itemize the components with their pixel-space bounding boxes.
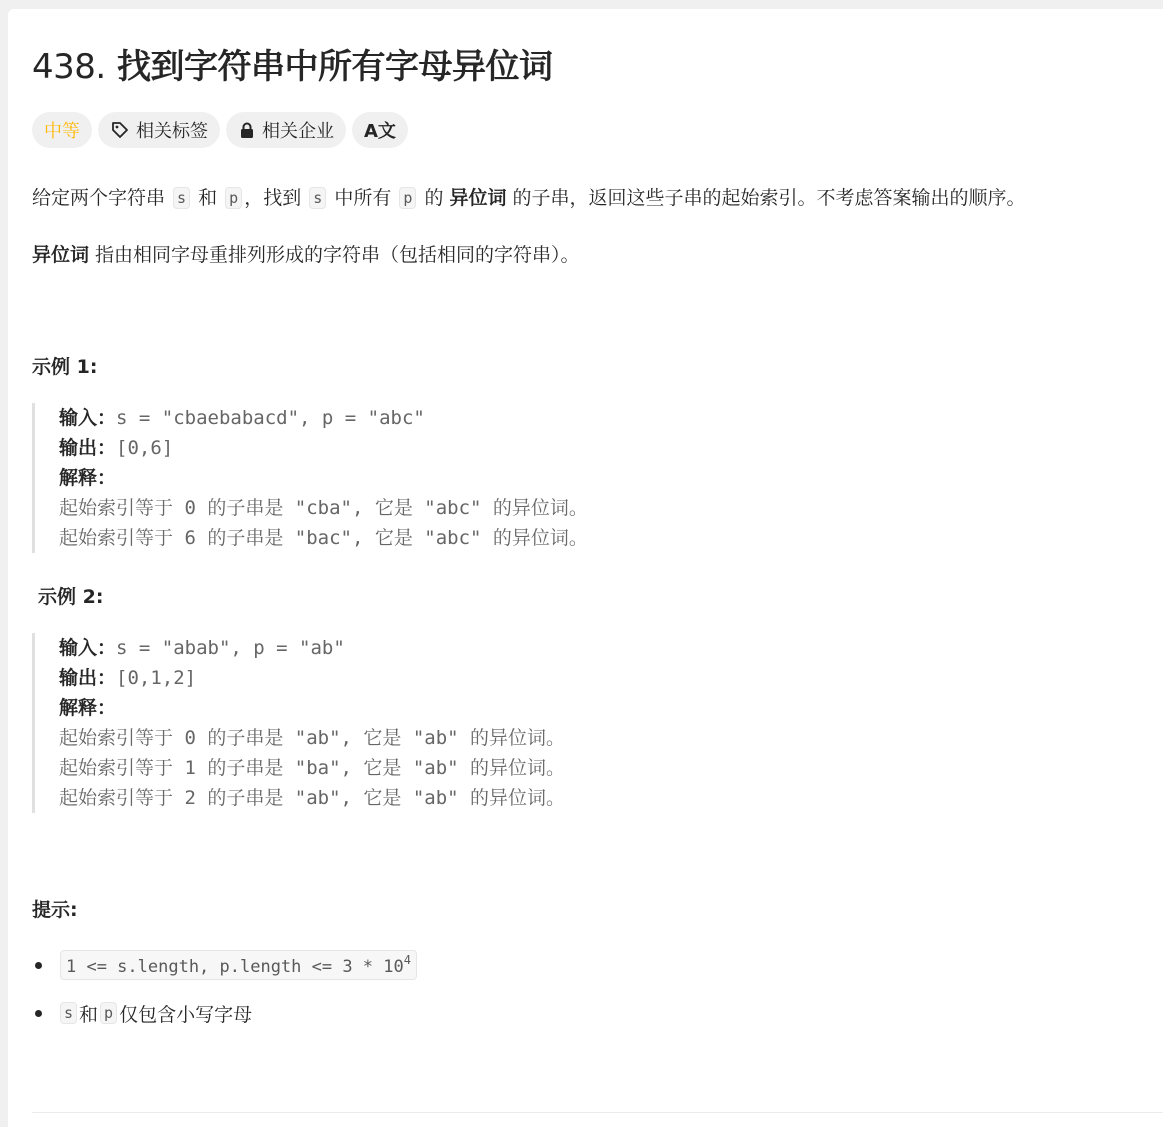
desc-text: ，找到	[244, 187, 308, 209]
section-divider	[32, 1112, 1163, 1113]
constraint-text: 1 <= s.length, p.length <= 3 * 10	[66, 957, 404, 977]
explain-line: 起始索引等于 0 的子串是 "ab", 它是 "ab" 的异位词。	[59, 727, 566, 749]
example-2-block	[32, 633, 565, 813]
example-output: [0,6]	[116, 437, 174, 459]
constraint-exponent: 4	[403, 953, 411, 967]
related-companies-button[interactable]	[226, 112, 346, 148]
problem-number: 438.	[32, 47, 106, 87]
inline-code-p: p	[100, 1002, 117, 1024]
example-output: [0,1,2]	[116, 667, 197, 689]
output-label: 输出：	[59, 667, 117, 689]
example-2-title: 示例 2:	[38, 586, 104, 608]
translate-button[interactable]	[352, 112, 408, 148]
translate-icon: A文	[364, 121, 396, 142]
tag-icon	[110, 120, 130, 140]
inline-code-s: s	[309, 187, 326, 209]
difficulty-badge: 中等	[32, 112, 92, 148]
explain-label: 解释：	[59, 467, 117, 489]
problem-title[interactable]: 找到字符串中所有字母异位词	[117, 47, 553, 87]
explain-line: 起始索引等于 6 的子串是 "bac", 它是 "abc" 的异位词。	[59, 527, 588, 549]
anagram-term: 异位词	[32, 244, 90, 266]
desc-text: 中所有	[328, 187, 398, 209]
constraints-list	[32, 949, 417, 1045]
explain-line: 起始索引等于 0 的子串是 "cba", 它是 "abc" 的异位词。	[59, 497, 588, 519]
tag-bar	[32, 112, 408, 148]
example-input: s = "cbaebabacd", p = "abc"	[116, 407, 425, 429]
explain-line: 起始索引等于 2 的子串是 "ab", 它是 "ab" 的异位词。	[59, 787, 566, 809]
desc-text: 给定两个字符串	[32, 187, 172, 209]
anagram-term: 异位词	[449, 187, 507, 209]
inline-code-p: p	[225, 187, 242, 209]
input-label: 输入：	[59, 407, 117, 429]
anagram-definition	[32, 241, 580, 269]
related-tags-button[interactable]	[98, 112, 220, 148]
example-1-block	[32, 403, 588, 553]
page-title	[32, 45, 553, 89]
related-tags-label: 相关标签	[136, 121, 208, 142]
bullet-icon	[35, 1010, 42, 1017]
related-companies-label: 相关企业	[262, 121, 334, 142]
desc-text: 的子串，返回这些子串的起始索引。不考虑答案输出的顺序。	[506, 187, 1026, 209]
explain-label: 解释：	[59, 697, 117, 719]
lock-icon	[238, 121, 256, 139]
problem-panel	[8, 9, 1163, 1127]
constraint-text: 仅包含小写字母	[119, 1003, 253, 1026]
input-label: 输入：	[59, 637, 117, 659]
explain-line: 起始索引等于 1 的子串是 "ba", 它是 "ab" 的异位词。	[59, 757, 566, 779]
example-input: s = "abab", p = "ab"	[116, 637, 345, 659]
example-1-title: 示例 1:	[32, 356, 98, 378]
definition-text: 指由相同字母重排列形成的字符串（包括相同的字符串）。	[89, 244, 580, 266]
constraint-item	[32, 997, 417, 1029]
output-label: 输出：	[59, 437, 117, 459]
constraints-title: 提示:	[32, 899, 78, 921]
inline-code-s: s	[173, 187, 190, 209]
inline-code-s: s	[60, 1002, 77, 1024]
constraint-item	[32, 949, 417, 981]
constraint-text: 和	[79, 1003, 99, 1026]
desc-text: 的	[418, 187, 450, 209]
inline-code-p: p	[399, 187, 416, 209]
constraint-code	[60, 950, 417, 980]
desc-text: 和	[192, 187, 224, 209]
bullet-icon	[35, 962, 42, 969]
description-paragraph	[32, 184, 1026, 212]
